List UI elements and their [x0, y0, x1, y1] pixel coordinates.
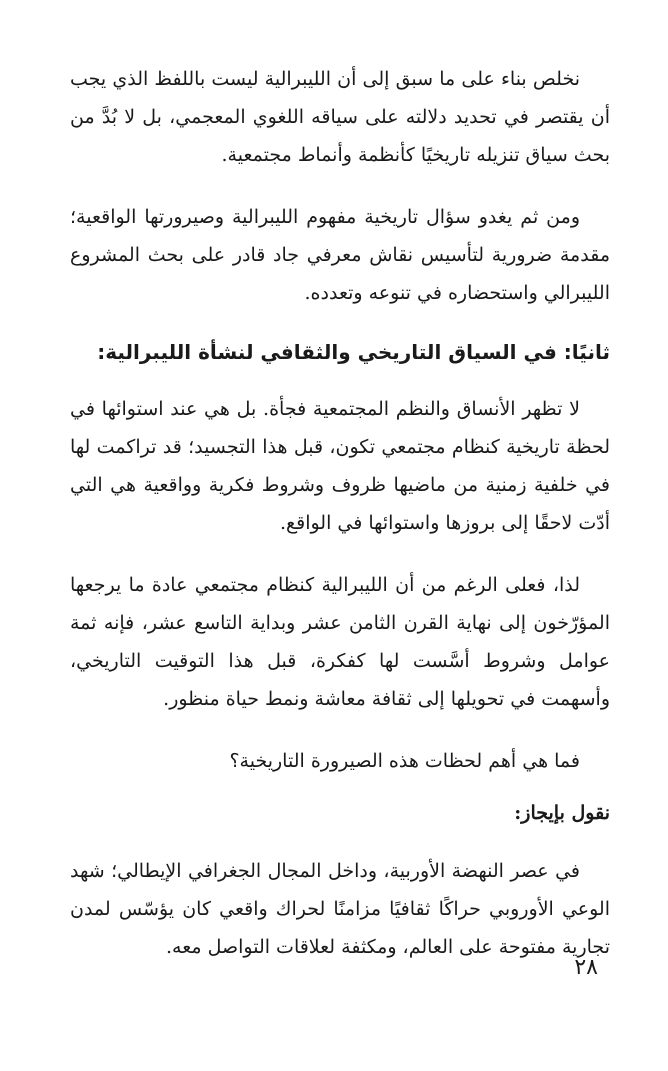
- paragraph-renaissance: في عصر النهضة الأوربية، وداخل المجال الجغرافي الإيطالي؛ شهد الوعي الأوروبي حراكًا ثقافيًا مزامنًا لحراك واقعي كان يؤسّس لمدن تجارية مفتوحة على العالم، ومكثفة لعلاقات التواصل معه.: [70, 860, 610, 958]
- section-heading: ثانيًا: في السياق التاريخي والثقافي لنشأة الليبرالية:: [97, 340, 610, 364]
- paragraph-conclusion: نخلص بناء على ما سبق إلى أن الليبرالية ليست باللفظ الذي يجب أن يقتصر في تحديد دلالته على سياقه اللغوي المعجمي، بل لا بُدَّ من بحث سياق تنزيله تاريخيًا كأنظمة وأنماط مجتمعية.: [70, 68, 610, 166]
- page-number: ٢٨: [574, 955, 598, 980]
- paragraph-social-systems: لا تظهر الأنساق والنظم المجتمعية فجأة. بل هي عند استوائها في لحظة تاريخية كنظام مجتمعي تكون، قبل هذا التجسيد؛ قد تراكمت لها في خلفية زمنية من ماضيها ظروف وشروط فكرية وواقعية هي التي أدّت لاحقًا إلى بروزها واستوائها في الواقع.: [70, 398, 610, 534]
- page-body: [70, 60, 610, 990]
- paragraph-historians: لذا، فعلى الرغم من أن الليبرالية كنظام مجتمعي عادة ما يرجعها المؤرّخون إلى نهاية القرن الثامن عشر وبداية التاسع عشر، فإنه ثمة عوامل وشروط أسَّست لها كفكرة، قبل هذا التوقيت التاريخي، وأسهمت في تحويلها إلى ثقافة معاشة ونمط حياة منظور.: [70, 574, 610, 710]
- paragraph-historicity-question: ومن ثم يغدو سؤال تاريخية مفهوم الليبرالية وصيرورتها الواقعية؛ مقدمة ضرورية لتأسيس نقاش معرفي جاد قادر على بحث المشروع الليبرالي واستحضاره في تنوعه وتعدده.: [70, 206, 610, 304]
- paragraph-question: فما هي أهم لحظات هذه الصيرورة التاريخية؟: [229, 750, 580, 772]
- paragraph-briefly: نقول بإيجاز:: [514, 802, 610, 824]
